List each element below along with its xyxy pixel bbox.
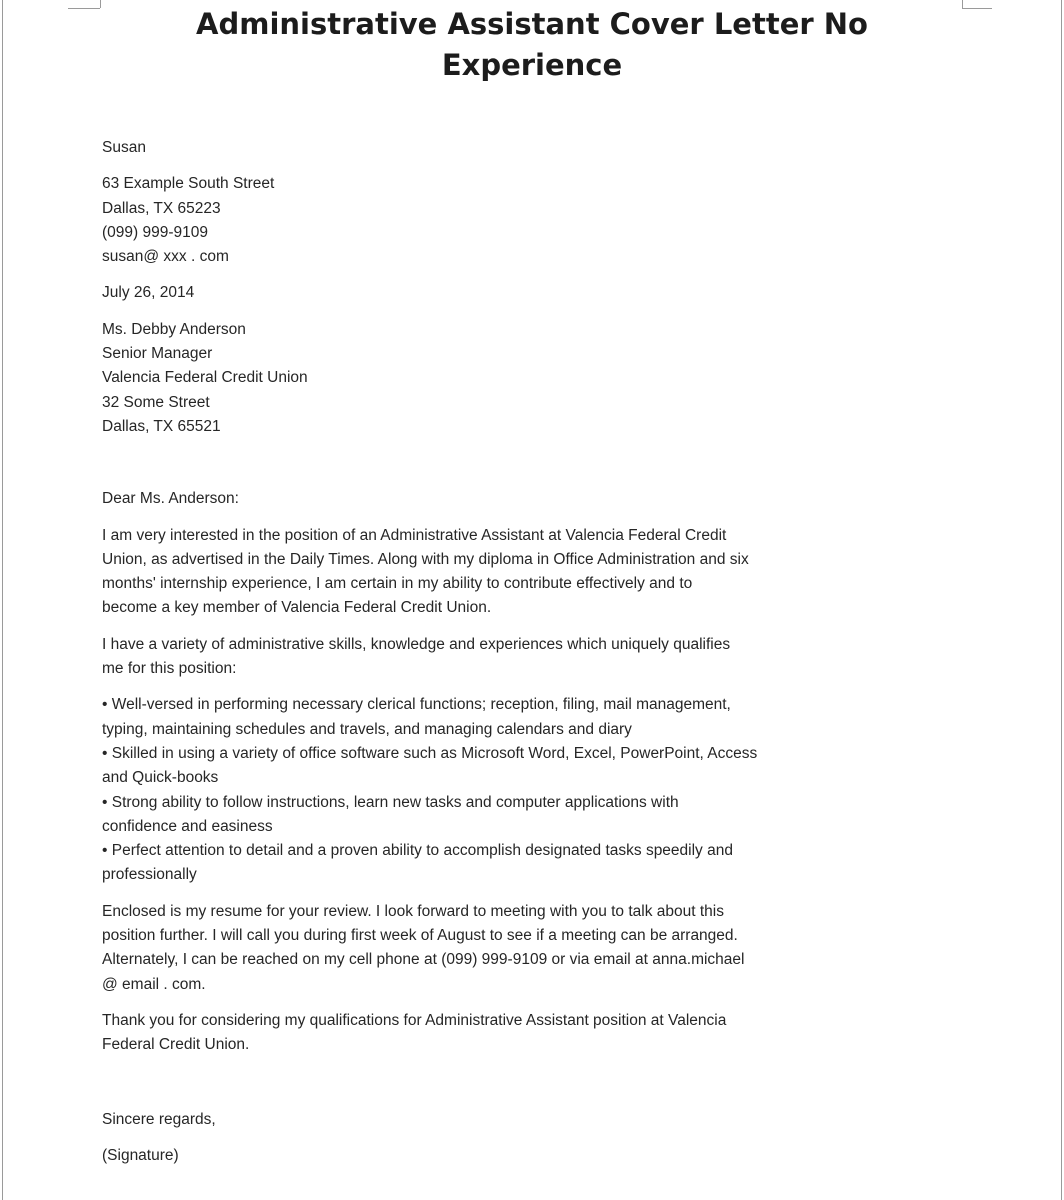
- bullet-line: • Well-versed in performing necessary clerical functions; reception, filing, mail management,: [102, 696, 731, 714]
- sender-phone: (099) 999-9109: [102, 223, 208, 241]
- salutation: Dear Ms. Anderson:: [102, 490, 239, 508]
- bullet-line: • Perfect attention to detail and a proven ability to accomplish designated tasks speedily and: [102, 842, 733, 860]
- sender-city: Dallas, TX 65223: [102, 199, 221, 217]
- paragraph-interest: [102, 524, 982, 621]
- bullet-line: typing, maintaining schedules and travels, and managing calendars and diary: [102, 720, 632, 738]
- page-border-right: [1061, 0, 1062, 1200]
- paragraph-line: months' internship experience, I am certain in my ability to contribute effectively and to: [102, 575, 693, 593]
- paragraph-line: Union, as advertised in the Daily Times. Along with my diploma in Office Administration and six: [102, 550, 749, 568]
- paragraph-thanks: [102, 1009, 982, 1058]
- letter-body: [102, 136, 982, 1168]
- recipient-name: Ms. Debby Anderson: [102, 320, 246, 338]
- recipient-title: Senior Manager: [102, 345, 213, 363]
- sender-address: [102, 172, 982, 269]
- signature: (Signature): [102, 1146, 179, 1164]
- sender-email: susan@ xxx . com: [102, 248, 229, 266]
- paragraph-line: Federal Credit Union.: [102, 1036, 250, 1054]
- recipient-city: Dallas, TX 65521: [102, 417, 221, 435]
- letter-date: July 26, 2014: [102, 284, 195, 302]
- closing: Sincere regards,: [102, 1110, 216, 1128]
- crop-mark-top-right-horizontal: [962, 8, 992, 9]
- recipient-street: 32 Some Street: [102, 393, 210, 411]
- bullet-line: professionally: [102, 866, 197, 884]
- bullet-line: • Strong ability to follow instructions, learn new tasks and computer applications with: [102, 793, 679, 811]
- paragraph-line: Alternately, I can be reached on my cell phone at (099) 999-9109 or via email at anna.michael: [102, 951, 745, 969]
- paragraph-line: me for this position:: [102, 660, 237, 678]
- paragraph-line: position further. I will call you during first week of August to see if a meeting can be arranged.: [102, 927, 738, 945]
- bullet-line: confidence and easiness: [102, 817, 273, 835]
- paragraph-line: @ email . com.: [102, 975, 206, 993]
- crop-mark-top-left-horizontal: [68, 8, 100, 9]
- sender-name: Susan: [102, 139, 146, 156]
- bullet-line: • Skilled in using a variety of office software such as Microsoft Word, Excel, PowerPoint, Access: [102, 744, 758, 762]
- title-line-2: Experience: [441, 48, 623, 82]
- paragraph-line: I am very interested in the position of an Administrative Assistant at Valencia Federal Credit: [102, 526, 727, 544]
- letter-title: [100, 4, 964, 86]
- recipient-address: [102, 318, 982, 439]
- paragraph-line: Enclosed is my resume for your review. I look forward to meeting with you to talk about this: [102, 902, 724, 920]
- paragraph-skills-intro: [102, 633, 982, 682]
- paragraph-line: Thank you for considering my qualifications for Administrative Assistant position at Valencia: [102, 1011, 727, 1029]
- paragraph-line: become a key member of Valencia Federal Credit Union.: [102, 599, 492, 617]
- bullet-line: and Quick-books: [102, 769, 219, 787]
- skills-bullet-list: [102, 693, 982, 887]
- paragraph-line: I have a variety of administrative skills, knowledge and experiences which uniquely qualifies: [102, 635, 731, 653]
- sender-street: 63 Example South Street: [102, 175, 275, 193]
- recipient-company: Valencia Federal Credit Union: [102, 369, 308, 387]
- page-border-left: [2, 0, 3, 1200]
- title-line-1: Administrative Assistant Cover Letter No: [196, 7, 868, 41]
- paragraph-enclosure: [102, 900, 982, 997]
